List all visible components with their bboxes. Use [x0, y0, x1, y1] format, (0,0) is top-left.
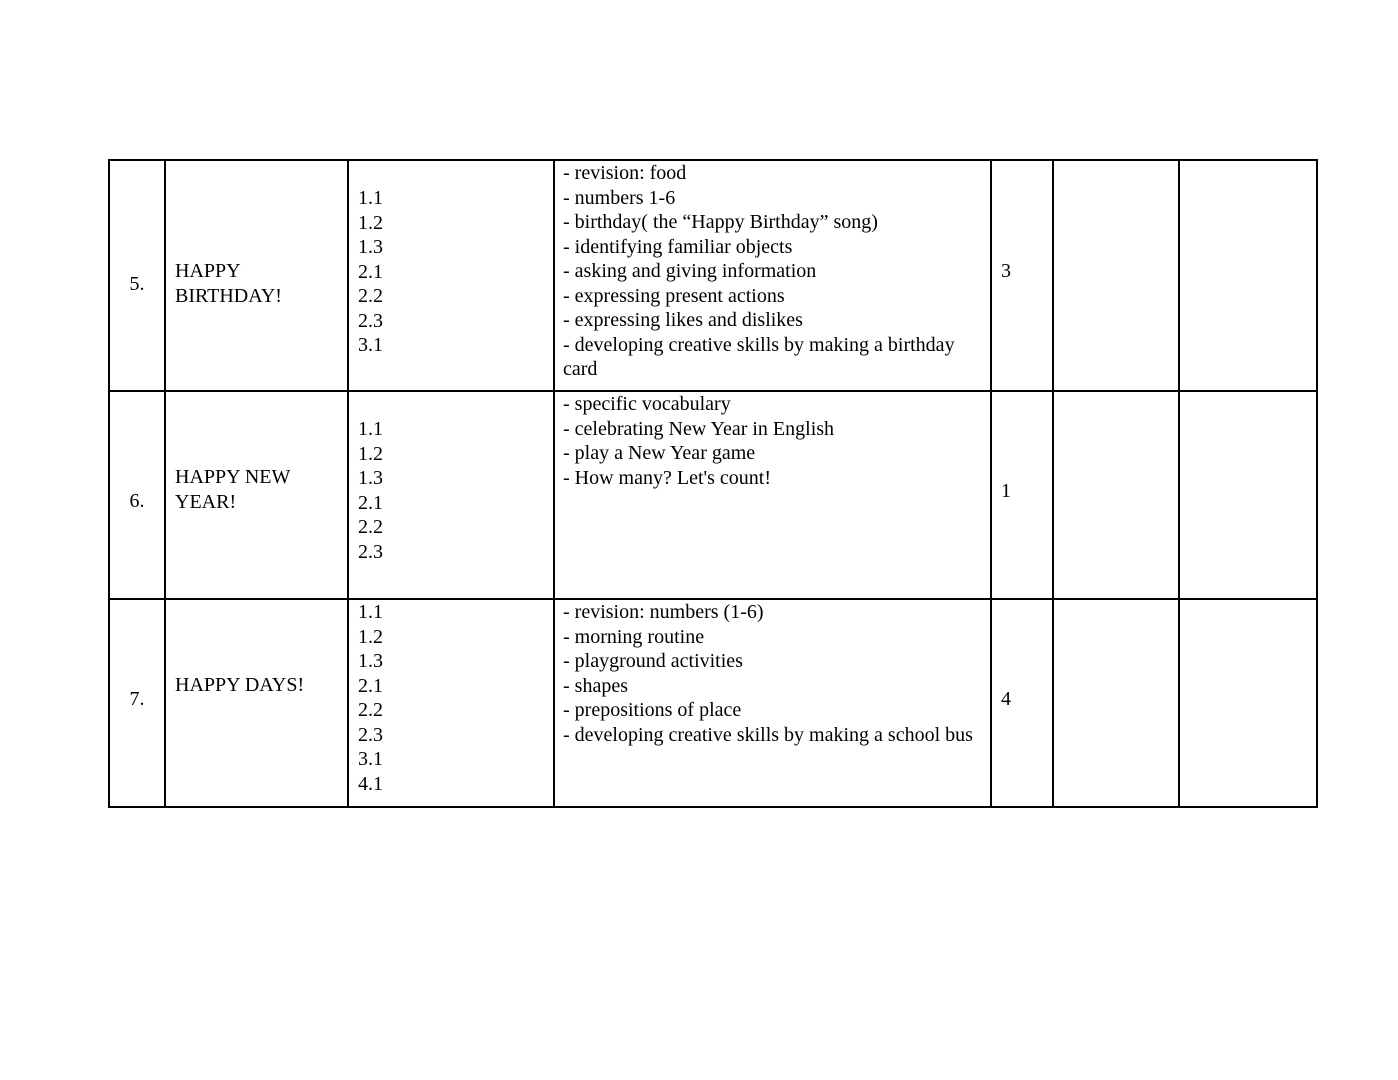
empty-cell: [1053, 391, 1179, 599]
hours-cell: [991, 391, 1053, 599]
content-list: [563, 600, 984, 747]
list-item: - How many? Let's count!: [563, 466, 771, 489]
content-list: [563, 392, 984, 490]
empty-cell: [1053, 160, 1179, 391]
list-item: - numbers 1-6: [563, 186, 676, 209]
list-item: - prepositions of place: [563, 699, 742, 721]
empty-cell: [1179, 160, 1317, 391]
lesson-number-cell: [109, 599, 165, 807]
competence-codes: 1.1 1.2 1.3 2.1 2.2 2.3 3.1: [358, 187, 383, 356]
lesson-number: 5.: [129, 273, 145, 295]
list-item: - revision: numbers (1-6): [563, 601, 764, 623]
content-list: [563, 161, 984, 382]
lesson-title-cell: [165, 160, 348, 391]
lesson-number: 7.: [129, 688, 145, 710]
list-item: - expressing likes and dislikes: [563, 309, 803, 331]
competence-codes-cell: [348, 599, 554, 807]
lesson-title-cell: [165, 599, 348, 807]
lesson-number-cell: [109, 391, 165, 599]
competence-codes-cell: [348, 160, 554, 391]
lesson-title: HAPPY NEW YEAR!: [175, 466, 291, 513]
list-item: - birthday( the “Happy Birthday” song): [563, 211, 878, 233]
table-row: [109, 599, 1317, 807]
content-cell: [554, 391, 991, 599]
list-item: - celebrating New Year in English: [563, 417, 835, 440]
content-cell: [554, 160, 991, 391]
list-item: - asking and giving information: [563, 260, 817, 282]
list-item: - specific vocabulary: [563, 393, 731, 415]
competence-codes: 1.1 1.2 1.3 2.1 2.2 2.3: [358, 418, 383, 563]
lesson-title: HAPPY BIRTHDAY!: [175, 260, 282, 307]
hours-cell: [991, 599, 1053, 807]
curriculum-table: [108, 159, 1318, 808]
list-item: - play a New Year game: [563, 442, 756, 464]
table-row: [109, 391, 1317, 599]
content-cell: [554, 599, 991, 807]
list-item: - morning routine: [563, 625, 705, 648]
lesson-title-cell: [165, 391, 348, 599]
lesson-number-cell: [109, 160, 165, 391]
list-item: - shapes: [563, 674, 628, 697]
competence-codes-cell: [348, 391, 554, 599]
empty-cell: [1053, 599, 1179, 807]
hours-value: 3: [1001, 260, 1011, 282]
list-item: - developing creative skills by making a school bus: [563, 723, 973, 746]
empty-cell: [1179, 599, 1317, 807]
list-item: - identifying familiar objects: [563, 235, 793, 258]
table-row: [109, 160, 1317, 391]
list-item: - expressing present actions: [563, 284, 785, 307]
hours-value: 1: [1001, 480, 1011, 502]
hours-value: 4: [1001, 688, 1011, 710]
empty-cell: [1179, 391, 1317, 599]
hours-cell: [991, 160, 1053, 391]
list-item: - playground activities: [563, 650, 743, 672]
list-item: - developing creative skills by making a birthday card: [563, 333, 955, 380]
list-item: - revision: food: [563, 162, 687, 184]
lesson-title: HAPPY DAYS!: [175, 674, 305, 696]
competence-codes: 1.1 1.2 1.3 2.1 2.2 2.3 3.1 4.1: [358, 601, 383, 795]
lesson-number: 6.: [129, 490, 145, 512]
